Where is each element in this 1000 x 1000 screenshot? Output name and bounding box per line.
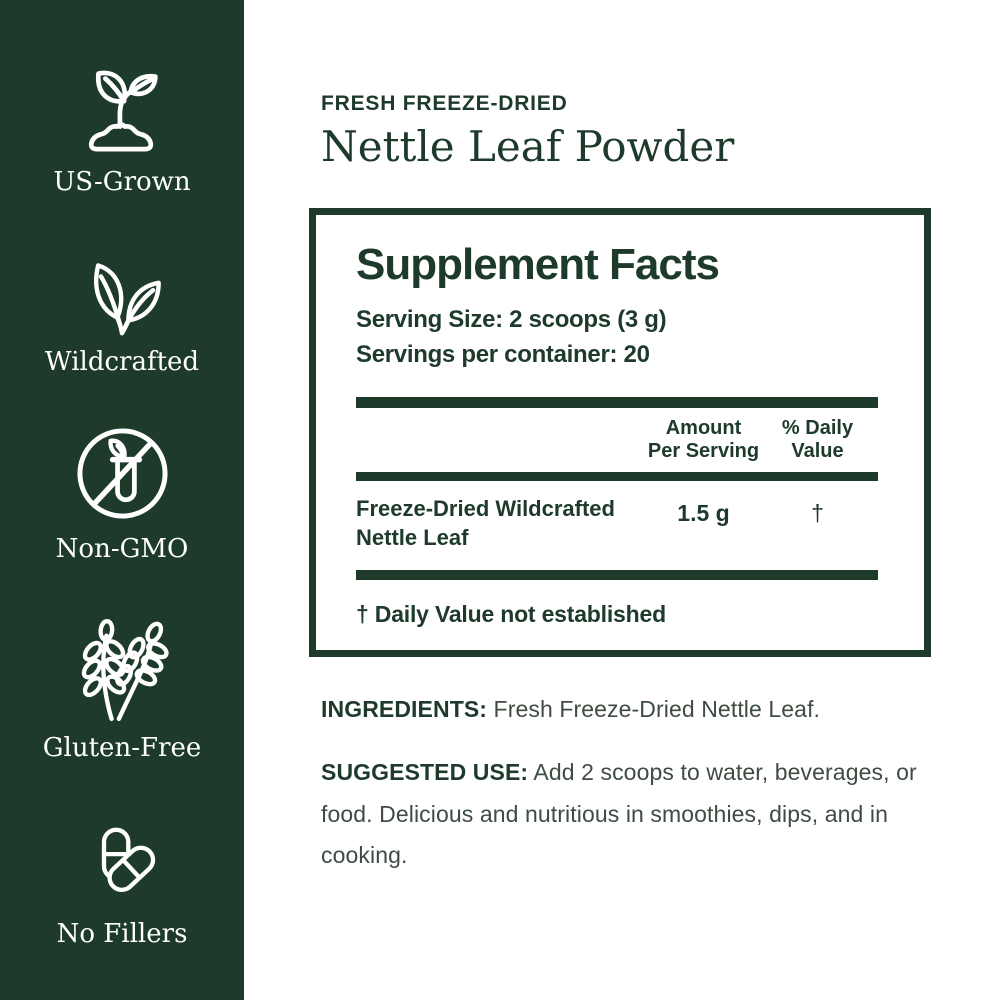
capsules-icon — [77, 820, 167, 908]
serving-size: Serving Size: 2 scoops (3 g) — [356, 306, 667, 334]
badge-label: No Fillers — [56, 919, 188, 949]
ingredient-amount: 1.5 g — [677, 499, 730, 526]
sprout-icon — [73, 58, 171, 156]
ingredient-daily-value: † — [811, 499, 824, 526]
badge-label: US-Grown — [53, 167, 191, 197]
badge-label: Wildcrafted — [44, 347, 200, 377]
badge-us-grown — [0, 58, 244, 200]
suggested-use-label: SUGGESTED USE: — [321, 759, 529, 786]
divider-thick — [356, 397, 878, 408]
ingredients-text: Fresh Freeze-Dried Nettle Leaf. — [493, 696, 821, 723]
suggested-use-paragraph — [321, 752, 946, 876]
ingredients-label: INGREDIENTS: — [321, 696, 488, 723]
ingredients-paragraph — [321, 689, 946, 730]
wheat-icon — [70, 618, 174, 722]
daily-value-footnote: † Daily Value not established — [356, 601, 666, 628]
product-title: Nettle Leaf Powder — [321, 122, 735, 172]
supplement-facts-panel — [309, 208, 931, 657]
label-content — [244, 0, 1000, 1000]
servings-per-container: Servings per container: 20 — [356, 340, 650, 368]
leaves-icon — [75, 248, 169, 336]
badge-non-gmo — [0, 424, 244, 567]
facts-table-header — [356, 417, 878, 463]
column-header-daily-value: % Daily Value — [781, 416, 854, 462]
badge-gluten-free — [0, 618, 244, 766]
divider-thick — [356, 570, 878, 580]
divider-thick — [356, 472, 878, 481]
badge-label: Non-GMO — [55, 534, 189, 564]
badge-wildcrafted — [0, 248, 244, 380]
suggested-use-text: Add 2 scoops to water, beverages, or food. Delicious and nutritious in smoothies, dips, and in cooking. — [321, 759, 917, 869]
facts-table-row — [356, 481, 878, 570]
no-gmo-icon — [73, 424, 172, 523]
product-eyebrow: FRESH FREEZE-DRIED — [321, 92, 568, 115]
badge-no-fillers — [0, 820, 244, 952]
badge-label: Gluten-Free — [42, 733, 202, 763]
supplement-facts-title: Supplement Facts — [356, 239, 719, 289]
benefits-sidebar — [0, 0, 244, 1000]
ingredient-name: Freeze-Dried Wildcrafted Nettle Leaf — [356, 495, 615, 551]
column-header-amount: Amount Per Serving — [647, 416, 760, 462]
